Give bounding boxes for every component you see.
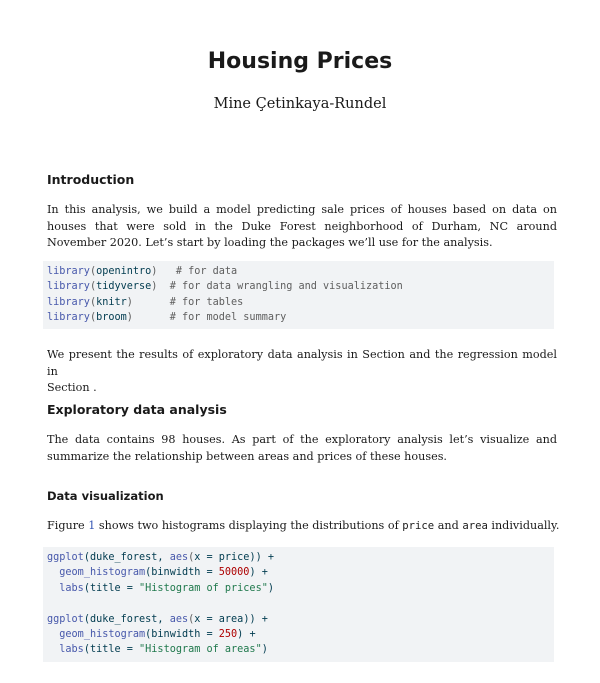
inline-code-price: price bbox=[402, 520, 435, 532]
code-line: library(tidyverse) # for data wrangling and visualization bbox=[47, 281, 403, 293]
subsection-heading-data-visualization: Data visualization bbox=[47, 489, 164, 503]
code-line: ggplot(duke_forest, aes(x = price)) + bbox=[47, 552, 274, 563]
eda-paragraph: The data contains 98 houses. As part of the exploratory analysis let’s visualize and summarize the relationship between areas and prices of these houses. bbox=[47, 433, 557, 463]
section-heading-eda: Exploratory data analysis bbox=[47, 402, 227, 417]
code-line: library(broom) # for model summary bbox=[47, 312, 287, 324]
document-author: Mine Çetinkaya-Rundel bbox=[213, 96, 387, 112]
inline-code-area: area bbox=[462, 520, 488, 532]
introduction-paragraph: In this analysis, we build a model predicting sale prices of houses based on data on houses that were sold in the Duke Forest neighborhood of Durham, NC around November 2020. Let’s start by loading the packages we’ll use for the analysis. bbox=[47, 203, 557, 249]
sections-overview-paragraph: We present the results of exploratory data analysis in Section and the regression model in Section . bbox=[47, 348, 557, 394]
data-visualization-paragraph: Figure 1 shows two histograms displaying the distributions of price and area individually. bbox=[47, 519, 560, 532]
code-line: geom_histogram(binwidth = 250) + bbox=[59, 629, 256, 641]
figure-reference-link[interactable]: 1 bbox=[88, 519, 96, 532]
code-line: geom_histogram(binwidth = 50000) + bbox=[59, 567, 268, 579]
code-block-histograms bbox=[43, 547, 554, 662]
code-line: ggplot(duke_forest, aes(x = area)) + bbox=[47, 613, 268, 625]
section-heading-introduction: Introduction bbox=[47, 172, 135, 187]
code-line: library(openintro) # for data bbox=[47, 266, 238, 277]
code-block-libraries bbox=[43, 261, 554, 329]
code-line: labs(title = "Histogram of prices") bbox=[59, 582, 274, 594]
code-line: library(knitr) # for tables bbox=[47, 296, 244, 308]
code-line: labs(title = "Histogram of areas") bbox=[59, 644, 268, 656]
document-title: Housing Prices bbox=[207, 49, 393, 74]
